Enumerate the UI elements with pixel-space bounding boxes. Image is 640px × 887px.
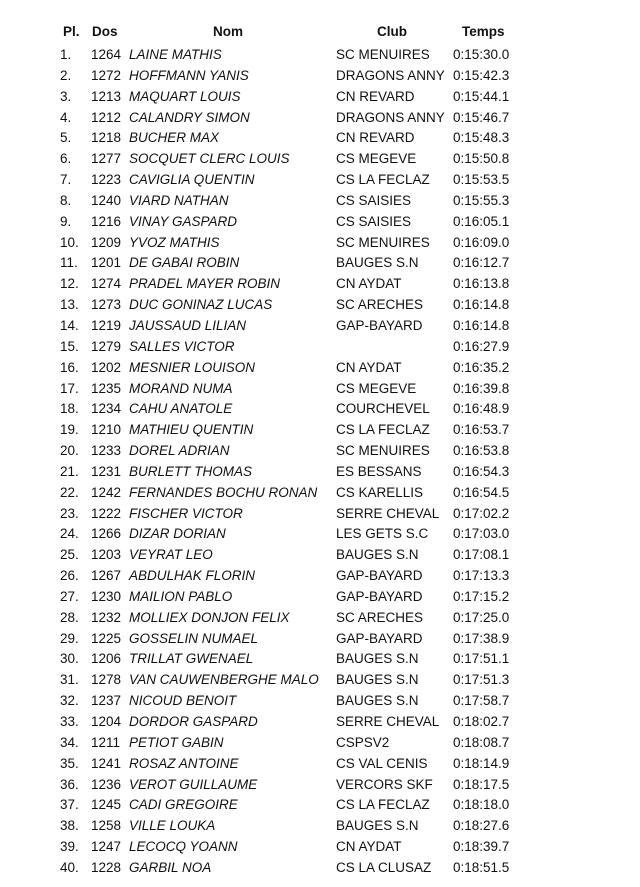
row-club: GAP-BAYARD xyxy=(336,588,423,604)
row-bib: 1272 xyxy=(91,67,122,83)
row-name: TRILLAT GWENAEL xyxy=(129,651,254,667)
table-row xyxy=(0,775,640,796)
row-bib: 1273 xyxy=(91,297,122,313)
row-name: DORDOR GASPARD xyxy=(129,714,258,729)
row-time: 0:18:02.7 xyxy=(453,714,510,729)
table-row xyxy=(0,837,640,858)
row-place: 26. xyxy=(60,568,79,584)
row-bib: 1230 xyxy=(91,588,122,604)
row-time: 0:17:51.1 xyxy=(453,651,510,667)
table-row xyxy=(0,545,640,566)
row-name: JAUSSAUD LILIAN xyxy=(129,317,247,333)
row-bib: 1278 xyxy=(91,672,122,688)
table-row xyxy=(0,754,640,775)
row-place: 38. xyxy=(60,818,79,834)
row-bib: 1274 xyxy=(91,276,122,292)
table-row xyxy=(0,629,640,650)
row-place: 7. xyxy=(60,172,72,188)
table-row xyxy=(0,566,640,587)
row-place: 15. xyxy=(60,338,79,354)
row-name: ROSAZ ANTOINE xyxy=(129,755,239,771)
row-place: 29. xyxy=(60,630,79,646)
row-club: DRAGONS ANNY xyxy=(336,109,445,125)
row-place: 11. xyxy=(60,255,78,271)
row-place: 33. xyxy=(60,714,79,729)
row-bib: 1233 xyxy=(91,443,122,459)
row-place: 28. xyxy=(60,609,79,625)
row-time: 0:16:14.8 xyxy=(453,317,510,333)
row-club: SC ARECHES xyxy=(336,609,424,625)
row-club: CS LA CLUSAZ xyxy=(336,859,432,875)
row-name: CADI GREGOIRE xyxy=(129,797,238,813)
row-place: 32. xyxy=(60,693,79,709)
row-bib: 1240 xyxy=(91,192,122,208)
row-bib: 1206 xyxy=(91,651,122,667)
row-time: 0:18:18.0 xyxy=(453,797,510,813)
row-bib: 1212 xyxy=(91,109,122,125)
row-name: MORAND NUMA xyxy=(129,380,233,396)
row-name: ABDULHAK FLORIN xyxy=(129,568,256,584)
row-name: VINAY GASPARD xyxy=(129,213,238,229)
row-time: 0:16:48.9 xyxy=(453,401,510,417)
table-row xyxy=(0,670,640,691)
row-club: BAUGES S.N xyxy=(336,672,419,688)
row-club: CS SAISIES xyxy=(336,213,412,229)
row-time: 0:16:54.5 xyxy=(453,484,510,500)
row-place: 10. xyxy=(60,234,79,250)
row-bib: 1201 xyxy=(91,255,122,271)
row-club: CS LA FECLAZ xyxy=(336,422,430,438)
row-bib: 1266 xyxy=(91,526,122,542)
row-bib: 1277 xyxy=(91,151,122,167)
row-time: 0:16:54.3 xyxy=(453,463,510,479)
row-bib: 1222 xyxy=(91,505,122,521)
row-bib: 1213 xyxy=(91,88,122,104)
row-bib: 1235 xyxy=(91,380,122,396)
row-bib: 1264 xyxy=(91,47,122,62)
table-row xyxy=(0,128,640,149)
row-bib: 1258 xyxy=(91,818,122,834)
row-time: 0:17:15.2 xyxy=(453,588,510,604)
row-club: GAP-BAYARD xyxy=(336,568,423,584)
row-bib: 1218 xyxy=(91,130,122,146)
row-name: PRADEL MAYER ROBIN xyxy=(129,276,281,292)
row-time: 0:16:27.9 xyxy=(453,338,510,354)
table-row xyxy=(0,108,640,129)
row-name: VEYRAT LEO xyxy=(129,547,213,563)
row-place: 35. xyxy=(60,755,79,771)
row-time: 0:15:53.5 xyxy=(453,172,510,188)
table-row xyxy=(0,170,640,191)
results-table-header xyxy=(0,24,640,44)
row-time: 0:15:48.3 xyxy=(453,130,510,146)
row-place: 13. xyxy=(60,297,79,313)
table-row xyxy=(0,649,640,670)
table-row xyxy=(0,733,640,754)
table-row xyxy=(0,212,640,233)
row-club: BAUGES S.N xyxy=(336,651,419,667)
row-place: 31. xyxy=(60,672,79,688)
row-time: 0:17:38.9 xyxy=(453,630,510,646)
row-time: 0:16:13.8 xyxy=(453,276,510,292)
row-name: VAN CAUWENBERGHE MALO xyxy=(129,672,319,688)
header-time: Temps xyxy=(462,24,505,39)
row-name: VILLE LOUKA xyxy=(129,818,216,834)
row-name: MOLLIEX DONJON FELIX xyxy=(129,609,290,625)
row-club: BAUGES S.N xyxy=(336,255,419,271)
row-club: BAUGES S.N xyxy=(336,547,419,563)
row-place: 18. xyxy=(60,401,79,417)
row-club: COURCHEVEL xyxy=(336,401,430,417)
row-time: 0:17:03.0 xyxy=(453,526,510,542)
row-bib: 1216 xyxy=(91,213,122,229)
row-time: 0:16:09.0 xyxy=(453,234,510,250)
row-time: 0:18:14.9 xyxy=(453,755,510,771)
row-bib: 1203 xyxy=(91,547,122,563)
row-name: DOREL ADRIAN xyxy=(129,443,230,459)
row-time: 0:18:17.5 xyxy=(453,776,510,792)
row-name: CALANDRY SIMON xyxy=(129,109,250,125)
row-name: NICOUD BENOIT xyxy=(129,693,237,709)
table-row xyxy=(0,712,640,733)
row-time: 0:16:12.7 xyxy=(453,255,510,271)
row-name: VIARD NATHAN xyxy=(129,192,229,208)
row-place: 40. xyxy=(60,859,79,875)
row-time: 0:15:30.0 xyxy=(453,47,510,62)
table-row xyxy=(0,858,640,879)
row-club: BAUGES S.N xyxy=(336,693,419,709)
row-name: MAQUART LOUIS xyxy=(129,88,241,104)
row-club: SERRE CHEVAL xyxy=(336,714,440,729)
table-row xyxy=(0,191,640,212)
row-time: 0:18:39.7 xyxy=(453,839,510,855)
row-place: 30. xyxy=(60,651,79,667)
table-row xyxy=(0,795,640,816)
table-row xyxy=(0,524,640,545)
table-row xyxy=(0,420,640,441)
table-row xyxy=(0,379,640,400)
row-place: 27. xyxy=(60,588,79,604)
table-row xyxy=(0,253,640,274)
row-club: ES BESSANS xyxy=(336,463,422,479)
row-place: 20. xyxy=(60,443,79,459)
table-row xyxy=(0,462,640,483)
table-row xyxy=(0,87,640,108)
row-bib: 1219 xyxy=(91,317,122,333)
row-time: 0:17:13.3 xyxy=(453,568,510,584)
table-row xyxy=(0,608,640,629)
row-place: 22. xyxy=(60,484,79,500)
row-club: CS KARELLIS xyxy=(336,484,424,500)
row-time: 0:15:42.3 xyxy=(453,67,510,83)
row-bib: 1242 xyxy=(91,484,122,500)
row-name: DUC GONINAZ LUCAS xyxy=(129,297,273,313)
table-row xyxy=(0,691,640,712)
header-place: Pl. xyxy=(63,24,80,39)
row-club: SERRE CHEVAL xyxy=(336,505,440,521)
row-place: 34. xyxy=(60,734,79,750)
row-bib: 1211 xyxy=(91,734,121,750)
row-club: CN AYDAT xyxy=(336,276,402,292)
row-club: GAP-BAYARD xyxy=(336,317,423,333)
row-name: BUCHER MAX xyxy=(129,130,220,146)
row-bib: 1204 xyxy=(91,714,122,729)
row-club: SC ARECHES xyxy=(336,297,424,313)
row-time: 0:18:27.6 xyxy=(453,818,510,834)
row-name: DE GABAI ROBIN xyxy=(129,255,240,271)
row-club: CS MEGEVE xyxy=(336,151,417,167)
row-place: 2. xyxy=(60,67,72,83)
row-name: MESNIER LOUISON xyxy=(129,359,256,375)
row-name: GARBIL NOA xyxy=(129,859,212,875)
header-club: Club xyxy=(377,24,407,39)
row-bib: 1237 xyxy=(91,693,122,709)
row-club: CN REVARD xyxy=(336,130,415,146)
row-bib: 1247 xyxy=(91,839,122,855)
row-place: 8. xyxy=(60,192,72,208)
row-time: 0:16:35.2 xyxy=(453,359,510,375)
table-row xyxy=(0,816,640,837)
row-time: 0:15:44.1 xyxy=(453,88,510,104)
header-bib: Dos xyxy=(92,24,118,39)
row-bib: 1228 xyxy=(91,859,122,875)
row-name: PETIOT GABIN xyxy=(129,734,224,750)
row-time: 0:16:39.8 xyxy=(453,380,510,396)
row-club: CN REVARD xyxy=(336,88,415,104)
row-place: 9. xyxy=(60,213,72,229)
row-time: 0:17:08.1 xyxy=(453,547,510,563)
table-row xyxy=(0,441,640,462)
row-name: GOSSELIN NUMAEL xyxy=(129,630,259,646)
row-place: 24. xyxy=(60,526,79,542)
table-row xyxy=(0,587,640,608)
row-name: YVOZ MATHIS xyxy=(129,234,220,250)
row-bib: 1267 xyxy=(91,568,122,584)
row-name: FISCHER VICTOR xyxy=(129,505,243,521)
row-time: 0:18:08.7 xyxy=(453,734,510,750)
row-club: CS MEGEVE xyxy=(336,380,417,396)
row-name: SALLES VICTOR xyxy=(129,338,235,354)
row-club: SC MENUIRES xyxy=(336,443,430,459)
table-row xyxy=(0,233,640,254)
row-club: SC MENUIRES xyxy=(336,234,430,250)
row-bib: 1202 xyxy=(91,359,122,375)
row-place: 5. xyxy=(60,130,72,146)
row-time: 0:16:53.7 xyxy=(453,422,510,438)
row-club: CS VAL CENIS xyxy=(336,755,428,771)
row-place: 39. xyxy=(60,839,79,855)
row-club: CS SAISIES xyxy=(336,192,412,208)
row-place: 1. xyxy=(60,47,72,62)
row-time: 0:18:51.5 xyxy=(453,859,510,875)
row-bib: 1209 xyxy=(91,234,122,250)
row-name: CAHU ANATOLE xyxy=(129,401,233,417)
row-place: 36. xyxy=(60,776,79,792)
row-place: 21. xyxy=(60,463,79,479)
table-row xyxy=(0,316,640,337)
row-time: 0:17:02.2 xyxy=(453,505,510,521)
row-club: CS LA FECLAZ xyxy=(336,797,430,813)
row-time: 0:16:14.8 xyxy=(453,297,510,313)
row-time: 0:17:25.0 xyxy=(453,609,510,625)
row-name: HOFFMANN YANIS xyxy=(129,67,249,83)
row-place: 16. xyxy=(60,359,79,375)
row-place: 14. xyxy=(60,317,79,333)
header-name: Nom xyxy=(213,24,243,39)
row-place: 37. xyxy=(60,797,79,813)
table-row xyxy=(0,399,640,420)
table-row xyxy=(0,337,640,358)
row-name: LECOCQ YOANN xyxy=(129,839,238,855)
table-row xyxy=(0,66,640,87)
row-name: MATHIEU QUENTIN xyxy=(129,422,254,438)
row-bib: 1234 xyxy=(91,401,122,417)
row-bib: 1231 xyxy=(91,463,122,479)
table-row xyxy=(0,274,640,295)
row-time: 0:17:51.3 xyxy=(453,672,510,688)
table-row xyxy=(0,504,640,525)
table-row xyxy=(0,358,640,379)
row-bib: 1279 xyxy=(91,338,122,354)
row-bib: 1236 xyxy=(91,776,122,792)
row-club: CSPSV2 xyxy=(336,734,390,750)
row-club: CN AYDAT xyxy=(336,359,402,375)
row-place: 4. xyxy=(60,109,72,125)
row-time: 0:17:58.7 xyxy=(453,693,510,709)
row-name: BURLETT THOMAS xyxy=(129,463,253,479)
row-club: CS LA FECLAZ xyxy=(336,172,430,188)
row-place: 3. xyxy=(60,88,72,104)
row-place: 17. xyxy=(60,380,79,396)
row-name: CAVIGLIA QUENTIN xyxy=(129,172,255,188)
row-bib: 1223 xyxy=(91,172,122,188)
row-club: GAP-BAYARD xyxy=(336,630,423,646)
results-table-body xyxy=(0,45,640,879)
row-place: 23. xyxy=(60,505,79,521)
row-place: 25. xyxy=(60,547,79,563)
row-bib: 1241 xyxy=(91,755,122,771)
row-name: MAILION PABLO xyxy=(129,588,233,604)
row-club: BAUGES S.N xyxy=(336,818,419,834)
row-time: 0:15:46.7 xyxy=(453,109,510,125)
row-club: VERCORS SKF xyxy=(336,776,433,792)
row-name: LAINE MATHIS xyxy=(129,47,222,62)
row-time: 0:15:55.3 xyxy=(453,192,510,208)
row-bib: 1225 xyxy=(91,630,122,646)
row-place: 6. xyxy=(60,151,72,167)
row-club: LES GETS S.C xyxy=(336,526,429,542)
table-row xyxy=(0,483,640,504)
row-bib: 1232 xyxy=(91,609,122,625)
row-name: VEROT GUILLAUME xyxy=(129,776,258,792)
row-club: DRAGONS ANNY xyxy=(336,67,445,83)
row-club: SC MENUIRES xyxy=(336,47,430,62)
row-name: SOCQUET CLERC LOUIS xyxy=(129,151,290,167)
row-name: FERNANDES BOCHU RONAN xyxy=(129,484,318,500)
table-row xyxy=(0,149,640,170)
row-bib: 1245 xyxy=(91,797,122,813)
row-time: 0:16:05.1 xyxy=(453,213,510,229)
table-row xyxy=(0,45,640,66)
row-place: 12. xyxy=(60,276,79,292)
table-row xyxy=(0,295,640,316)
row-club: CN AYDAT xyxy=(336,839,402,855)
row-time: 0:15:50.8 xyxy=(453,151,510,167)
row-time: 0:16:53.8 xyxy=(453,443,510,459)
row-place: 19. xyxy=(60,422,79,438)
row-bib: 1210 xyxy=(91,422,122,438)
row-name: DIZAR DORIAN xyxy=(129,526,226,542)
